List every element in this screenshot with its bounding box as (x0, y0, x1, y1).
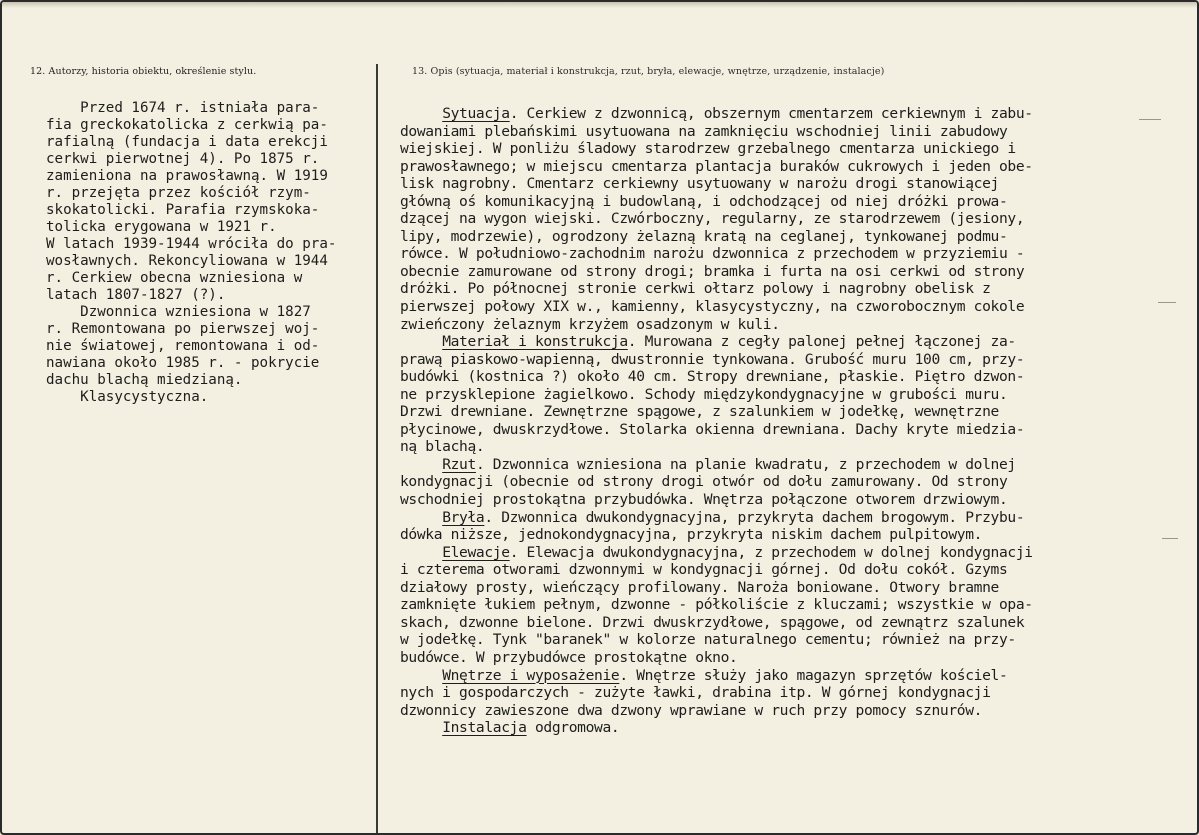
line-text: dowaniami plebańskimi usytuowana na zamknięciu wschodniej linii zabudowy (400, 122, 1008, 140)
line-text: Drzwi drewniane. Zewnętrzne spągowe, z szalunkiem w jodełkę, wewnętrzne (400, 403, 999, 421)
line-text: . Dzwonnica dwukondygnacyjna, przykryta dachem brogowym. Przybu- (484, 508, 1025, 526)
line-text: dróżki. Po północnej stronie cerkwi ołtarz polowy i nagrobny obelisk z (400, 280, 991, 298)
history-line: r. Remontowana po pierwszej woj- (46, 321, 320, 337)
history-line: skokatolicki. Parafia rzymskoka- (46, 202, 320, 218)
line-text: . Elewacja dwukondygnacyjna, z przechodem w dolnej kondygnacji (509, 543, 1033, 561)
line-indent (400, 544, 442, 561)
description-line (400, 298, 1033, 316)
column-divider (376, 64, 378, 833)
history-line: Przed 1674 r. istniała para- (46, 100, 320, 116)
description-line (400, 228, 1033, 246)
line-text: kondygnacji (obecnie od strony drogi otwór od dołu zamurowany. Od strony (400, 473, 1008, 491)
section-heading: Instalacja (442, 719, 527, 737)
history-line: Dzwonnica wzniesiona w 1827 (46, 304, 311, 320)
description-line (400, 351, 1033, 369)
description-line (400, 421, 1033, 439)
history-line: r. przejęta przez kościół rzym- (46, 185, 311, 201)
description-line (400, 596, 1033, 614)
history-line: tolicka erygowana w 1921 r. (46, 219, 277, 235)
history-line: rafialną (fundacja i data erekcji (46, 134, 328, 150)
description-line (400, 684, 1033, 702)
line-text: główną oś komunikacyjną i budowlaną, i odchodzącej od niej dróżki prowa- (400, 192, 1008, 210)
description-line (400, 631, 1033, 649)
description-line (400, 702, 1033, 720)
line-text: dzącej na wygon wiejski. Czwórboczny, regularny, ze starodrzewem (jesiony, (400, 210, 1025, 228)
line-text: nych i gospodarczych - zużyte ławki, drabina itp. W górnej kondygnacji (400, 684, 991, 702)
line-text: dzwonnicy zawieszone dwa dzwony wprawiane w ruch przy pomocy sznurów. (400, 701, 983, 719)
history-line: Klasycystyczna. (46, 389, 209, 405)
line-indent (400, 105, 442, 122)
history-line: wosławnych. Rekoncyliowana w 1944 (46, 253, 328, 269)
section-heading: Sytuacja (442, 105, 510, 122)
line-text: . Wnętrze służy jako magazyn sprzętów kościel- (619, 666, 1008, 684)
description-line (400, 333, 1033, 351)
section-heading: Rzut (442, 455, 476, 473)
history-line: fia greckokatolicka z cerkwią pa- (46, 117, 328, 133)
line-text: odgromowa. (526, 719, 620, 737)
description-line (400, 579, 1033, 597)
history-line: nie światowej, remontowana i od- (46, 338, 320, 354)
line-text: obecnie zamurowane od strony drogi; bramka i furta na osi cerkwi od strony (400, 262, 1025, 280)
card-top-edge (2, 2, 1197, 8)
line-text: dówka niższe, jednokondygnacyjna, przykryta niskim dachem pulpitowym. (400, 526, 983, 544)
description-line (400, 438, 1033, 456)
description-line (400, 667, 1033, 685)
description-line (400, 263, 1033, 281)
description-line (400, 544, 1033, 562)
section-heading: Bryła (442, 508, 485, 526)
description-line (400, 614, 1033, 632)
section-13-header: 13. Opis (sytuacja, materiał i konstrukcja, rzut, bryła, elewacje, wnętrze, urządzenie, instalacje) (412, 66, 885, 77)
description-line (400, 526, 1033, 544)
line-indent (400, 667, 442, 684)
line-text: zwieńczony żelaznym krzyżem osadzonym w kuli. (400, 315, 780, 333)
line-text: ną blachą. (400, 438, 485, 456)
line-indent (400, 719, 442, 736)
description-line (400, 123, 1033, 141)
description-line (400, 158, 1033, 176)
line-text: budówki (kostnica ?) około 40 cm. Stropy drewniane, płaskie. Piętro dzwon- (400, 368, 1025, 386)
line-text: pierwszej połowy XIX w., kamienny, klasycystyczny, na czworobocznym cokole (400, 298, 1025, 316)
line-text: budówce. W przybudówce prostokątne okno. (400, 648, 738, 666)
line-text: . Dzwonnica wzniesiona na planie kwadratu, z przechodem w dolnej (475, 455, 1016, 473)
line-text: prawą piaskowo-wapienną, dwustronnie tynkowana. Grubość muru 100 cm, przy- (400, 350, 1025, 368)
line-indent (400, 333, 442, 350)
description-line (400, 509, 1033, 527)
section-12-header: 12. Autorzy, historia obiektu, określenie stylu. (30, 66, 257, 77)
line-text: lipy, modrzewie), ogrodzony żelazną kratą na ceglanej, tynkowanej podmu- (400, 227, 1008, 245)
line-text: i czterema otworami dzwonnymi w kondygnacji górnej. Od dołu cokół. Gzyms (400, 561, 1008, 579)
history-text-block (46, 100, 336, 406)
line-text: skach, dzwonne bielone. Drzwi dwuskrzydłowe, spągowe, od zewnątrz szalunek (400, 613, 1025, 631)
description-line (400, 210, 1033, 228)
description-line (400, 456, 1033, 474)
line-text: . Murowana z cegły palonej pełnej łączonej za- (627, 333, 1016, 351)
line-text: prawosławnego; w miejscu cmentarza plantacja buraków cukrowych i jeden obe- (400, 157, 1033, 175)
description-line (400, 561, 1033, 579)
margin-mark (1139, 119, 1161, 120)
line-text: rówce. W południowo-zachodnim narożu dzwonnica z przechodem w przyziemiu - (400, 245, 1025, 263)
line-text: płycinowe, dwuskrzydłowe. Stolarka okienna drewniana. Dachy kryte miedzia- (400, 420, 1025, 438)
line-text: wschodniej prostokątna przybudówka. Wnętrza połączone otworem drzwiowym. (400, 491, 1008, 509)
line-text: wiejskiej. W ponliżu śladowy starodrzew grzebalnego cmentarza unickiego i (400, 140, 1016, 158)
margin-mark (1162, 538, 1178, 539)
history-line: dachu blachą miedzianą. (46, 372, 243, 388)
section-heading: Materiał i konstrukcja (442, 333, 628, 351)
history-line: zamieniona na prawosławną. W 1919 (46, 168, 328, 184)
description-line (400, 491, 1033, 509)
description-line (400, 649, 1033, 667)
history-line: nawiana około 1985 r. - pokrycie (46, 355, 320, 371)
description-line (400, 105, 1033, 123)
line-text: lisk nagrobny. Cmentarz cerkiewny usytuowany w narożu drogi stanowiącej (400, 175, 999, 193)
section-heading: Elewacje (442, 543, 510, 561)
description-line (400, 316, 1033, 334)
line-indent (400, 456, 442, 473)
history-line: cerkwi pierwotnej 4). Po 1875 r. (46, 151, 320, 167)
line-text: w jodełkę. Tynk "baranek" w kolorze naturalnego cementu; również na przy- (400, 631, 1016, 649)
line-indent (400, 509, 442, 526)
margin-mark (1158, 302, 1176, 303)
description-text-block (400, 105, 1033, 737)
description-line (400, 386, 1033, 404)
history-line: r. Cerkiew obecna wzniesiona w (46, 270, 303, 286)
description-line (400, 473, 1033, 491)
description-line (400, 403, 1033, 421)
description-line (400, 368, 1033, 386)
history-line: latach 1807-1827 (?). (46, 287, 226, 303)
description-line (400, 140, 1033, 158)
description-line (400, 193, 1033, 211)
line-text: ne przysklepione żagielkowo. Schody międzykondygnacyjne w grubości muru. (400, 385, 1008, 403)
description-line (400, 280, 1033, 298)
description-line (400, 719, 1033, 737)
line-text: zamknięte łukiem pełnym, dzwonne - półkoliście z kluczami; wszystkie w opa- (400, 596, 1033, 614)
line-text: działowy prosty, wieńczący profilowany. Naroża boniowane. Otwory bramne (400, 578, 999, 596)
section-heading: Wnętrze i wyposażenie (442, 666, 620, 684)
description-line (400, 245, 1033, 263)
description-line (400, 175, 1033, 193)
line-text: . Cerkiew z dzwonnicą, obszernym cmentarzem cerkiewnym i zabu- (509, 105, 1033, 122)
history-line: W latach 1939-1944 wróciła do pra- (46, 236, 337, 252)
